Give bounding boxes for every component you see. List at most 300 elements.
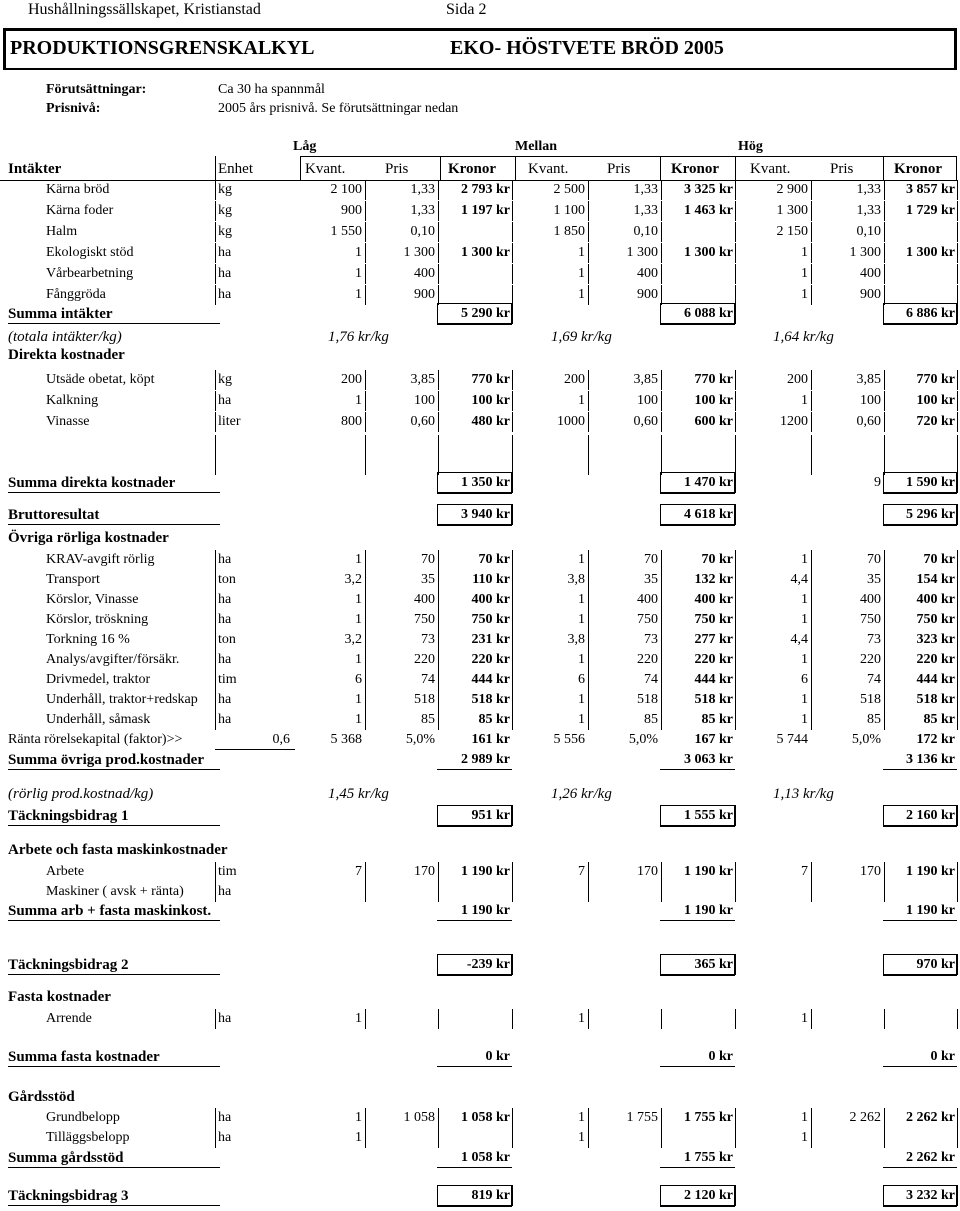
per-kg-value: 1,45 kr/kg xyxy=(328,786,389,802)
total-cell: 85 kr xyxy=(701,712,733,727)
cell-divider xyxy=(438,690,439,710)
sum-label: Summa fasta kostnader xyxy=(8,1049,160,1065)
sum-label: Summa direkta kostnader xyxy=(8,475,176,491)
row-unit: ha xyxy=(218,1130,232,1145)
sum-label: Täckningsbidrag 2 xyxy=(8,957,129,973)
total-cell: 400 kr xyxy=(694,592,733,607)
cell-divider xyxy=(811,710,812,730)
sum-box xyxy=(883,825,957,827)
sum-value: 1 470 kr xyxy=(684,475,733,490)
cell-divider xyxy=(438,590,439,610)
sum-value: 5 290 kr xyxy=(461,306,510,321)
sum-value: 0 kr xyxy=(708,1049,733,1064)
unit-header: Enhet xyxy=(218,161,253,177)
sum-value: 5 296 kr xyxy=(906,507,955,522)
sum-box xyxy=(734,1185,736,1206)
cell-divider xyxy=(735,1128,736,1148)
cell-divider xyxy=(884,285,885,305)
sum-value: -239 kr xyxy=(466,957,510,972)
qty-cell: 1 xyxy=(578,552,585,567)
sum-box xyxy=(660,805,735,806)
row-label: Kärna foder xyxy=(46,203,114,218)
cell-divider xyxy=(661,370,662,390)
cell-divider xyxy=(365,670,366,690)
sum-box xyxy=(883,492,957,494)
sum-box xyxy=(956,504,958,525)
sum-underline xyxy=(8,524,220,525)
cell-divider xyxy=(365,180,366,200)
qty-cell: 6 xyxy=(801,672,808,687)
qty-cell: 6 xyxy=(355,672,362,687)
total-cell: 770 kr xyxy=(471,372,510,387)
sum-box xyxy=(883,303,884,324)
qty-cell: 3,8 xyxy=(567,632,585,647)
cell-divider xyxy=(512,570,513,590)
cell-divider xyxy=(661,690,662,710)
total-cell: 3 857 kr xyxy=(906,182,955,197)
sum-box xyxy=(883,954,884,975)
total-cell: 400 kr xyxy=(916,592,955,607)
cell-divider xyxy=(957,1108,958,1128)
cell-divider xyxy=(957,610,958,630)
sum-box xyxy=(734,954,736,975)
row-unit: ha xyxy=(218,884,232,899)
price-cell: 1,33 xyxy=(410,182,435,197)
cell-divider xyxy=(735,285,736,305)
cell-divider xyxy=(811,412,812,432)
qty-cell: 1 xyxy=(355,712,362,727)
sum-box xyxy=(956,954,958,975)
qty-cell: 1 xyxy=(355,393,362,408)
sum-underline xyxy=(8,920,220,921)
cell-divider xyxy=(512,610,513,630)
header-rule xyxy=(0,180,958,181)
unit-divider xyxy=(215,222,216,242)
level-mid: Mellan xyxy=(515,139,557,154)
sum-value: 3 063 kr xyxy=(684,752,733,767)
total-header: Kronor xyxy=(671,161,720,177)
cell-divider xyxy=(957,412,958,432)
cell-divider xyxy=(588,264,589,284)
per-kg-label: (rörlig prod.kostnad/kg) xyxy=(8,786,154,802)
price-cell: 1,33 xyxy=(633,182,658,197)
cell-divider xyxy=(811,882,812,902)
sum-box xyxy=(511,303,513,324)
qty-cell: 1 xyxy=(578,393,585,408)
qty-cell: 4,4 xyxy=(790,572,808,587)
header-divider xyxy=(215,156,216,180)
row-label: Ekologiskt stöd xyxy=(46,245,134,260)
cell-divider xyxy=(811,243,812,263)
cell-divider xyxy=(588,412,589,432)
cell-divider xyxy=(438,710,439,730)
price-cell: 900 xyxy=(637,287,658,302)
cell-divider xyxy=(884,590,885,610)
assumptions-label: Förutsättningar: xyxy=(46,82,147,97)
total-cell: 770 kr xyxy=(694,372,733,387)
unit-divider xyxy=(215,243,216,263)
qty-cell: 1 xyxy=(801,393,808,408)
cell-divider xyxy=(588,455,589,475)
cell-divider xyxy=(588,243,589,263)
price-cell: 70 xyxy=(644,552,658,567)
cell-divider xyxy=(957,862,958,882)
total-cell: 85 kr xyxy=(478,712,510,727)
qty-cell: 1 xyxy=(578,612,585,627)
total-cell: 720 kr xyxy=(916,414,955,429)
cell-divider xyxy=(512,370,513,390)
qty-cell: 1 100 xyxy=(553,203,585,218)
row-unit: ha xyxy=(218,245,232,260)
total-cell: 1 729 kr xyxy=(906,203,955,218)
price-cell: 73 xyxy=(644,632,658,647)
sum-box xyxy=(660,472,735,473)
cell-divider xyxy=(438,370,439,390)
header-rule-top xyxy=(300,156,957,157)
total-cell: 600 kr xyxy=(694,414,733,429)
per-kg-label: (totala intäkter/kg) xyxy=(8,329,122,345)
total-cell: 1 190 kr xyxy=(461,864,510,879)
sum-label: Summa intäkter xyxy=(8,306,113,322)
cell-divider xyxy=(438,1128,439,1148)
cell-divider xyxy=(811,391,812,411)
price-cell: 3,85 xyxy=(633,372,658,387)
sum-underline xyxy=(8,769,220,770)
cell-divider xyxy=(884,650,885,670)
cell-divider xyxy=(884,370,885,390)
unit-divider xyxy=(215,570,216,590)
row-unit: liter xyxy=(218,414,241,429)
sum-box xyxy=(437,954,438,975)
header-divider xyxy=(735,156,736,180)
cell-divider xyxy=(811,180,812,200)
unit-divider xyxy=(215,264,216,284)
sum-value: 1 190 kr xyxy=(906,903,955,918)
cell-divider xyxy=(884,264,885,284)
qty-cell: 1 xyxy=(578,245,585,260)
qty-cell: 1 xyxy=(801,245,808,260)
cell-divider xyxy=(438,610,439,630)
row-label: Utsäde obetat, köpt xyxy=(46,372,155,387)
price-cell: 35 xyxy=(644,572,658,587)
total-cell: 85 kr xyxy=(923,712,955,727)
cell-divider xyxy=(811,862,812,882)
cell-divider xyxy=(588,180,589,200)
cell-divider xyxy=(735,630,736,650)
sum-box xyxy=(883,472,957,473)
cell-divider xyxy=(735,435,736,455)
row-label: KRAV-avgift rörlig xyxy=(46,552,155,567)
sum-label: Täckningsbidrag 1 xyxy=(8,808,129,824)
sum-box xyxy=(437,303,438,324)
sum-box xyxy=(660,805,661,826)
price-cell: 1 755 xyxy=(626,1110,658,1125)
qty-cell: 1 xyxy=(801,692,808,707)
sum-underline xyxy=(883,769,957,770)
total-cell: 70 kr xyxy=(478,552,510,567)
total-cell: 1 463 kr xyxy=(684,203,733,218)
cell-divider xyxy=(588,1009,589,1029)
qty-cell: 1 xyxy=(355,612,362,627)
price-cell: 85 xyxy=(867,712,881,727)
price-cell: 1,33 xyxy=(633,203,658,218)
sum-value: 1 555 kr xyxy=(684,808,733,823)
price-cell: 100 xyxy=(860,393,881,408)
cell-divider xyxy=(588,435,589,455)
cell-divider xyxy=(588,201,589,221)
cell-divider xyxy=(438,391,439,411)
sum-value: 6 886 kr xyxy=(906,306,955,321)
cell-divider xyxy=(588,590,589,610)
cell-divider xyxy=(512,670,513,690)
sum-box xyxy=(660,323,735,325)
cell-divider xyxy=(588,710,589,730)
cell-divider xyxy=(811,1108,812,1128)
cell-divider xyxy=(438,670,439,690)
sum-underline xyxy=(8,1167,220,1168)
sum-box xyxy=(660,504,661,525)
cell-divider xyxy=(811,264,812,284)
price-cell: 74 xyxy=(644,672,658,687)
cell-divider xyxy=(811,610,812,630)
cell-divider xyxy=(884,391,885,411)
cell-divider xyxy=(438,862,439,882)
row-label: Torkning 16 % xyxy=(46,632,130,647)
cell-divider xyxy=(588,670,589,690)
price-cell: 74 xyxy=(421,672,435,687)
qty-cell: 3,2 xyxy=(344,632,362,647)
cell-divider xyxy=(365,690,366,710)
section-heading: Arbete och fasta maskinkostnader xyxy=(8,842,228,858)
total-cell: 323 kr xyxy=(916,632,955,647)
unit-divider xyxy=(215,435,216,455)
assumptions-value: Ca 30 ha spannmål xyxy=(218,82,325,97)
cell-divider xyxy=(661,435,662,455)
price-cell: 400 xyxy=(414,266,435,281)
cell-divider xyxy=(884,570,885,590)
cell-divider xyxy=(438,570,439,590)
interest-factor: 0,6 xyxy=(272,732,290,747)
cell-divider xyxy=(811,201,812,221)
cell-divider xyxy=(588,882,589,902)
qty-cell: 6 xyxy=(578,672,585,687)
sum-box xyxy=(437,472,512,473)
cell-divider xyxy=(884,610,885,630)
per-kg-value: 1,64 kr/kg xyxy=(773,329,834,345)
cell-divider xyxy=(884,710,885,730)
sum-box xyxy=(660,954,661,975)
qty-cell: 800 xyxy=(341,414,362,429)
sum-box xyxy=(660,492,735,494)
cell-divider xyxy=(735,670,736,690)
price-cell: 1,33 xyxy=(856,182,881,197)
sum-underline xyxy=(660,1167,735,1168)
cell-divider xyxy=(588,391,589,411)
total-cell: 1 190 kr xyxy=(906,864,955,879)
qty-cell: 1 xyxy=(578,1110,585,1125)
cell-divider xyxy=(661,1009,662,1029)
qty-cell: 1 xyxy=(355,552,362,567)
level-high: Hög xyxy=(738,139,763,154)
cell-divider xyxy=(735,264,736,284)
sum-box xyxy=(660,1205,735,1207)
qty-cell: 1000 xyxy=(557,414,585,429)
unit-divider xyxy=(215,1108,216,1128)
price-cell: 170 xyxy=(860,864,881,879)
sum-box xyxy=(511,504,513,525)
price-cell: 1 300 xyxy=(849,245,881,260)
cell-divider xyxy=(365,243,366,263)
sum-box xyxy=(883,974,957,976)
cell-divider xyxy=(735,570,736,590)
total-header: Kronor xyxy=(894,161,943,177)
unit-divider xyxy=(215,180,216,200)
price-cell: 400 xyxy=(860,266,881,281)
price-cell: 1,33 xyxy=(410,203,435,218)
cell-divider xyxy=(735,550,736,570)
sum-underline xyxy=(437,1167,512,1168)
row-label: Drivmedel, traktor xyxy=(46,672,151,687)
doc-title: PRODUKTIONSGRENSKALKYL xyxy=(10,37,315,59)
cell-divider xyxy=(957,690,958,710)
qty-cell: 1 xyxy=(801,592,808,607)
interest-label: Ränta rörelsekapital (faktor)>> xyxy=(8,732,183,747)
cell-divider xyxy=(588,570,589,590)
cell-divider xyxy=(884,412,885,432)
row-unit: ha xyxy=(218,393,232,408)
cell-divider xyxy=(365,1009,366,1029)
sum-box xyxy=(883,805,884,826)
cell-divider xyxy=(735,201,736,221)
sum-underline xyxy=(437,769,512,770)
unit-divider xyxy=(215,862,216,882)
row-unit: tim xyxy=(218,864,237,879)
total-cell: 132 kr xyxy=(694,572,733,587)
price-cell: 400 xyxy=(860,592,881,607)
row-label: Vårbearbetning xyxy=(46,266,134,281)
header-divider xyxy=(660,156,661,180)
cell-divider xyxy=(512,243,513,263)
unit-divider xyxy=(215,590,216,610)
total-cell: 220 kr xyxy=(471,652,510,667)
cell-divider xyxy=(884,222,885,242)
row-label: Underhåll, såmask xyxy=(46,712,151,727)
unit-divider xyxy=(215,670,216,690)
price-cell: 750 xyxy=(637,612,658,627)
qty-header: Kvant. xyxy=(305,161,346,177)
row-unit: ton xyxy=(218,632,236,647)
sum-value: 951 kr xyxy=(471,808,510,823)
total-cell: 172 kr xyxy=(916,732,955,747)
cell-divider xyxy=(438,243,439,263)
cell-divider xyxy=(661,610,662,630)
cell-divider xyxy=(661,630,662,650)
qty-cell: 2 100 xyxy=(330,182,362,197)
section-heading: Direkta kostnader xyxy=(8,347,125,363)
qty-cell: 1 xyxy=(578,652,585,667)
sum-box xyxy=(883,524,957,526)
cell-divider xyxy=(438,630,439,650)
sum-box xyxy=(437,323,512,325)
qty-cell: 5 744 xyxy=(776,732,808,747)
row-label: Kalkning xyxy=(46,393,99,408)
cell-divider xyxy=(811,630,812,650)
sum-box xyxy=(660,303,735,304)
cell-divider xyxy=(884,1128,885,1148)
total-cell: 1 197 kr xyxy=(461,203,510,218)
qty-cell: 1 xyxy=(578,266,585,281)
cell-divider xyxy=(365,435,366,455)
sum-label: Summa övriga prod.kostnader xyxy=(8,752,204,768)
cell-divider xyxy=(438,201,439,221)
cell-divider xyxy=(884,243,885,263)
sum-box xyxy=(437,504,512,505)
cell-divider xyxy=(811,590,812,610)
cell-divider xyxy=(365,201,366,221)
sum-box xyxy=(511,1185,513,1206)
sum-box xyxy=(437,805,512,806)
cell-divider xyxy=(811,435,812,455)
cell-divider xyxy=(512,882,513,902)
sum-underline xyxy=(883,1066,957,1067)
cell-divider xyxy=(512,550,513,570)
unit-divider xyxy=(215,690,216,710)
sum-box xyxy=(511,805,513,826)
qty-cell: 1 xyxy=(355,245,362,260)
cell-divider xyxy=(365,610,366,630)
sum-box xyxy=(511,954,513,975)
cell-divider xyxy=(957,201,958,221)
qty-cell: 1 xyxy=(578,692,585,707)
cell-divider xyxy=(957,590,958,610)
unit-divider xyxy=(215,201,216,221)
cell-divider xyxy=(735,590,736,610)
total-cell: 100 kr xyxy=(916,393,955,408)
row-unit: ha xyxy=(218,552,232,567)
cell-divider xyxy=(512,201,513,221)
price-header: Pris xyxy=(830,161,854,177)
cell-divider xyxy=(365,550,366,570)
header-divider xyxy=(956,156,957,180)
qty-cell: 1 xyxy=(578,287,585,302)
sum-box xyxy=(437,805,438,826)
qty-cell: 1 xyxy=(801,552,808,567)
total-cell: 444 kr xyxy=(471,672,510,687)
sum-value: 365 kr xyxy=(694,957,733,972)
total-cell: 444 kr xyxy=(916,672,955,687)
cell-divider xyxy=(884,862,885,882)
sum-value: 3 232 kr xyxy=(906,1188,955,1203)
sum-value: 0 kr xyxy=(930,1049,955,1064)
cell-divider xyxy=(735,412,736,432)
cell-divider xyxy=(811,650,812,670)
cell-divider xyxy=(884,882,885,902)
total-cell: 400 kr xyxy=(471,592,510,607)
sum-value: 3 136 kr xyxy=(906,752,955,767)
total-cell: 518 kr xyxy=(471,692,510,707)
price-cell: 3,85 xyxy=(856,372,881,387)
qty-cell: 2 150 xyxy=(776,224,808,239)
sum-box xyxy=(437,1205,512,1207)
cell-divider xyxy=(735,650,736,670)
total-cell: 518 kr xyxy=(916,692,955,707)
price-cell: 750 xyxy=(414,612,435,627)
price-cell: 220 xyxy=(414,652,435,667)
sum-box xyxy=(734,805,736,826)
header-divider xyxy=(440,156,441,180)
cell-divider xyxy=(588,610,589,630)
qty-cell: 7 xyxy=(801,864,808,879)
